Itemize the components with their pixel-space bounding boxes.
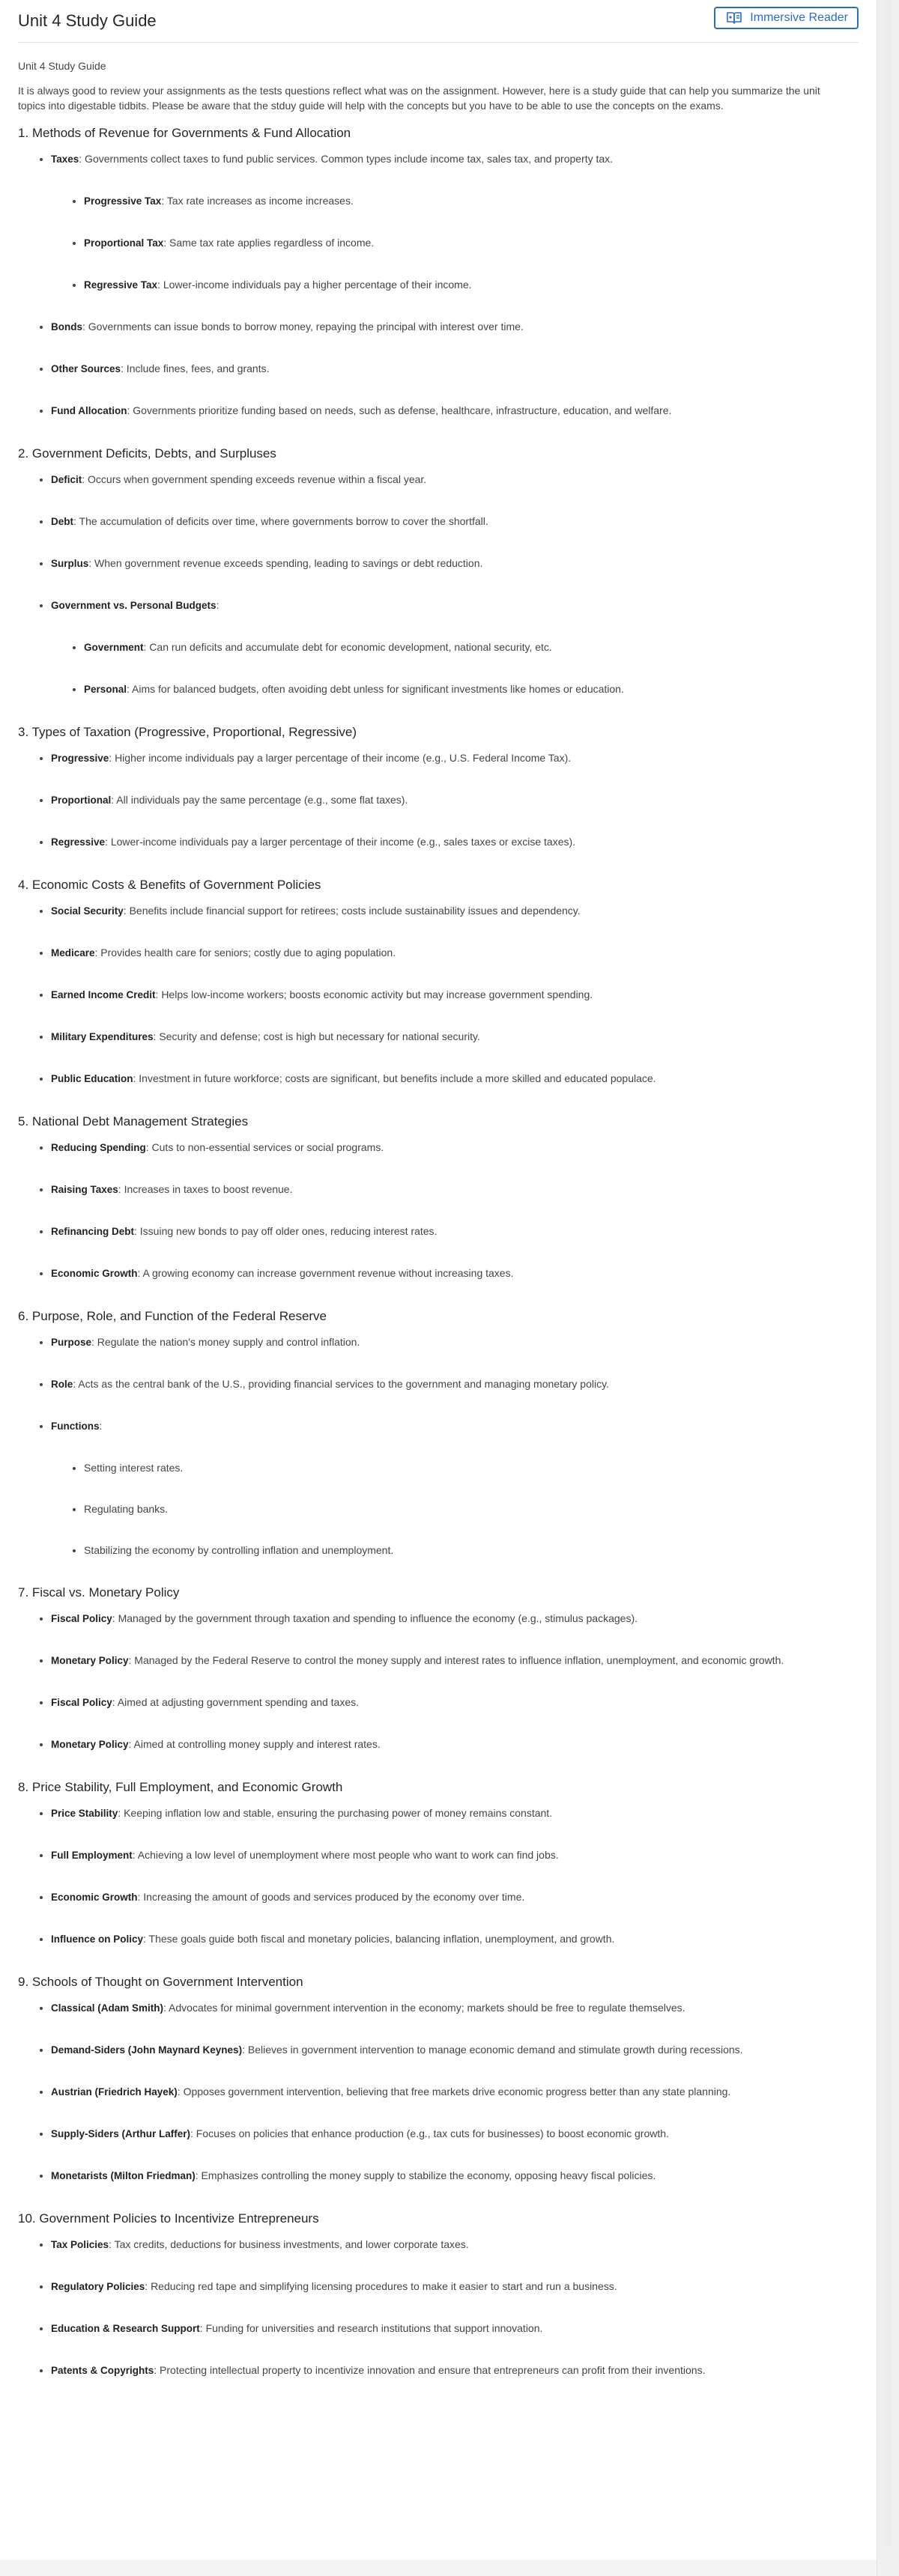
- term-label: Purpose: [51, 1337, 92, 1348]
- item-text: : Investment in future workforce; costs are significant, but benefits include a more skilled and educated populace.: [133, 1072, 656, 1084]
- term-label: Personal: [84, 684, 127, 695]
- term-label: Monetary Policy: [51, 1655, 129, 1666]
- section-list: [18, 1611, 859, 1752]
- section-heading: 3. Types of Taxation (Progressive, Proportional, Regressive): [18, 725, 357, 739]
- term-label: Functions: [51, 1421, 100, 1432]
- list-item: [51, 598, 859, 696]
- list-item: [51, 152, 859, 292]
- item-text: : Focuses on policies that enhance production (e.g., tax cuts for businesses) to boost economic growth.: [190, 2127, 669, 2139]
- term-label: Progressive: [51, 753, 109, 764]
- term-label: Proportional: [51, 795, 112, 806]
- item-text: :: [99, 1420, 103, 1432]
- item-text: : Managed by the Federal Reserve to control the money supply and interest rates to influence inflation, unemployment, and economic growth.: [128, 1654, 784, 1666]
- immersive-reader-button[interactable]: [714, 7, 859, 29]
- section-heading: 9. Schools of Thought on Government Intervention: [18, 1975, 303, 1989]
- item-text: : Aims for balanced budgets, often avoiding debt unless for significant investments like homes or education.: [127, 683, 624, 695]
- section-list: [18, 751, 859, 849]
- term-label: Medicare: [51, 947, 95, 959]
- list-item: [51, 1072, 859, 1086]
- term-label: Austrian (Friedrich Hayek): [51, 2086, 178, 2097]
- item-text: : Security and defense; cost is high but necessary for national security.: [153, 1030, 480, 1042]
- list-item: [51, 1611, 859, 1626]
- list-item: [51, 835, 859, 849]
- term-label: Social Security: [51, 905, 124, 917]
- term-label: Bonds: [51, 321, 82, 332]
- item-text: : These goals guide both fiscal and monetary policies, balancing inflation, unemployment, and growth.: [143, 1933, 615, 1945]
- list-item: [51, 2279, 859, 2294]
- term-label: Monetary Policy: [51, 1739, 129, 1750]
- term-label: Demand-Siders (John Maynard Keynes): [51, 2044, 243, 2056]
- sub-list-item: [84, 640, 859, 654]
- term-label: Public Education: [51, 1073, 133, 1084]
- list-item: [51, 473, 859, 487]
- item-text: : When government revenue exceeds spending, leading to savings or debt reduction.: [88, 557, 483, 569]
- list-item: [51, 2001, 859, 2015]
- list-item: [51, 1335, 859, 1349]
- section-list: [18, 2001, 859, 2183]
- item-text: : All individuals pay the same percentage (e.g., some flat taxes).: [111, 794, 408, 806]
- sub-list: [51, 194, 859, 292]
- sub-list-item: [84, 1502, 859, 1516]
- term-label: Debt: [51, 516, 73, 527]
- term-label: Price Stability: [51, 1808, 118, 1819]
- term-label: Deficit: [51, 474, 82, 485]
- item-text: : Governments collect taxes to fund public services. Common types include income tax, sales tax, and property tax.: [79, 153, 614, 165]
- section-heading: 10. Government Policies to Incentivize Entrepreneurs: [18, 2211, 319, 2226]
- term-label: Tax Policies: [51, 2239, 109, 2250]
- term-label: Influence on Policy: [51, 1933, 144, 1945]
- term-label: Classical (Adam Smith): [51, 2002, 164, 2014]
- item-text: : Tax rate increases as income increases.: [161, 195, 354, 207]
- section-heading: 8. Price Stability, Full Employment, and Economic Growth: [18, 1780, 343, 1794]
- term-label: Earned Income Credit: [51, 989, 156, 1000]
- item-text: :: [216, 599, 220, 611]
- immersive-reader-icon: [726, 11, 742, 25]
- item-text: : The accumulation of deficits over time, where governments borrow to cover the shortfall.: [73, 515, 488, 527]
- sub-list-item: [84, 278, 859, 292]
- list-item: [51, 1419, 859, 1557]
- item-text: : Include fines, fees, and grants.: [121, 362, 270, 374]
- list-item: [51, 320, 859, 334]
- section-heading: 6. Purpose, Role, and Function of the Federal Reserve: [18, 1309, 327, 1323]
- item-text: : Opposes government intervention, believing that free markets drive economic progress better than any state planning.: [177, 2086, 731, 2097]
- term-label: Economic Growth: [51, 1892, 138, 1903]
- term-label: Raising Taxes: [51, 1184, 118, 1195]
- section-heading: 7. Fiscal vs. Monetary Policy: [18, 1585, 180, 1600]
- term-label: Fiscal Policy: [51, 1613, 112, 1624]
- item-text: : Acts as the central bank of the U.S., providing financial services to the government and managing monetary policy.: [73, 1378, 609, 1390]
- item-text: : Advocates for minimal government intervention in the economy; markets should be free to regulate themselves.: [163, 2002, 685, 2014]
- term-label: Proportional Tax: [84, 237, 164, 249]
- list-item: [51, 1140, 859, 1155]
- term-label: Supply-Siders (Arthur Laffer): [51, 2128, 191, 2139]
- item-text: : Reducing red tape and simplifying licensing procedures to make it easier to start and run a business.: [145, 2280, 617, 2292]
- term-label: Monetarists (Milton Friedman): [51, 2170, 196, 2181]
- list-item: [51, 1653, 859, 1668]
- list-item: [51, 2363, 859, 2378]
- list-item: [51, 1377, 859, 1391]
- term-label: Government vs. Personal Budgets: [51, 600, 217, 611]
- term-label: Regressive: [51, 836, 106, 848]
- term-label: Reducing Spending: [51, 1142, 146, 1153]
- term-label: Government: [84, 642, 144, 653]
- list-item: [51, 2238, 859, 2252]
- item-text: : Helps low-income workers; boosts economic activity but may increase government spending.: [155, 988, 593, 1000]
- item-text: : Funding for universities and research institutions that support innovation.: [199, 2322, 543, 2334]
- sub-list-item: [84, 1543, 859, 1557]
- document-subtitle: Unit 4 Study Guide: [18, 60, 106, 72]
- item-text: : Occurs when government spending exceeds revenue within a fiscal year.: [82, 473, 427, 485]
- term-label: Other Sources: [51, 363, 121, 374]
- list-item: [51, 1224, 859, 1239]
- section-list: [18, 904, 859, 1086]
- list-item: [51, 556, 859, 571]
- item-text: : Governments prioritize funding based on needs, such as defense, healthcare, infrastructure, education, and welfare.: [127, 404, 672, 416]
- term-label: Taxes: [51, 154, 79, 165]
- list-item: [51, 1266, 859, 1281]
- list-item: [51, 404, 859, 418]
- section-heading: 4. Economic Costs & Benefits of Government Policies: [18, 878, 321, 892]
- section-list: [18, 2238, 859, 2378]
- list-item: [51, 1890, 859, 1904]
- section-heading: 2. Government Deficits, Debts, and Surpluses: [18, 446, 276, 461]
- term-label: Education & Research Support: [51, 2323, 200, 2334]
- item-text: : Lower-income individuals pay a larger percentage of their income (e.g., sales taxes or excise taxes).: [105, 836, 576, 848]
- term-label: Fiscal Policy: [51, 1697, 112, 1708]
- list-item: [51, 946, 859, 960]
- page-title: Unit 4 Study Guide: [18, 11, 157, 30]
- term-label: Regulatory Policies: [51, 2281, 145, 2292]
- list-item: [51, 1848, 859, 1862]
- sub-list-item: [84, 1461, 859, 1474]
- sub-list-item: [84, 194, 859, 208]
- list-item: [51, 793, 859, 807]
- item-text: : Increasing the amount of goods and services produced by the economy over time.: [137, 1891, 525, 1903]
- list-item: [51, 2043, 859, 2057]
- item-text: : Regulate the nation's money supply and control inflation.: [91, 1336, 360, 1348]
- term-label: Full Employment: [51, 1850, 133, 1861]
- scrollbar-thumb[interactable]: [884, 0, 892, 2546]
- section-heading: 1. Methods of Revenue for Governments & Fund Allocation: [18, 126, 351, 140]
- item-text: : Achieving a low level of unemployment where most people who want to work can find jobs.: [132, 1849, 559, 1861]
- item-text: : Provides health care for seniors; costly due to aging population.: [94, 947, 396, 959]
- term-label: Economic Growth: [51, 1268, 138, 1279]
- section-list: [18, 473, 859, 696]
- list-item: [51, 2169, 859, 2183]
- section-list: [18, 1140, 859, 1281]
- list-item: [51, 1932, 859, 1946]
- term-label: Surplus: [51, 558, 89, 569]
- list-item: [51, 2085, 859, 2099]
- item-text: : Cuts to non-essential services or social programs.: [145, 1141, 384, 1153]
- term-label: Military Expenditures: [51, 1031, 154, 1042]
- item-text: : Lower-income individuals pay a higher percentage of their income.: [157, 279, 472, 291]
- item-text: : Governments can issue bonds to borrow money, repaying the principal with interest over time.: [82, 321, 524, 332]
- immersive-reader-label: Immersive Reader: [750, 11, 848, 24]
- item-text: : Aimed at adjusting government spending and taxes.: [112, 1696, 360, 1708]
- list-item: [51, 2321, 859, 2336]
- item-text: : Protecting intellectual property to incentivize innovation and ensure that entrepreneurs can profit from their inventions.: [154, 2364, 706, 2376]
- item-text: : Keeping inflation low and stable, ensuring the purchasing power of money remains constant.: [118, 1807, 553, 1819]
- page-header: [18, 0, 859, 43]
- item-text: Setting interest rates.: [84, 1462, 184, 1474]
- study-guide-sections: [18, 125, 859, 2378]
- item-text: : Higher income individuals pay a larger percentage of their income (e.g., U.S. Federal Income Tax).: [109, 752, 572, 764]
- list-item: [51, 1695, 859, 1710]
- item-text: : A growing economy can increase government revenue without increasing taxes.: [137, 1267, 514, 1279]
- sub-list: [51, 1461, 859, 1557]
- item-text: Stabilizing the economy by controlling inflation and unemployment.: [84, 1544, 394, 1556]
- list-item: [51, 2127, 859, 2141]
- item-text: : Tax credits, deductions for business investments, and lower corporate taxes.: [109, 2238, 469, 2250]
- sub-list-item: [84, 682, 859, 696]
- list-item: [51, 904, 859, 918]
- section-heading: 5. National Debt Management Strategies: [18, 1114, 249, 1128]
- item-text: : Managed by the government through taxation and spending to influence the economy (e.g., stimulus packages).: [112, 1612, 638, 1624]
- sub-list: [51, 640, 859, 696]
- term-label: Progressive Tax: [84, 195, 162, 207]
- list-item: [51, 1182, 859, 1197]
- item-text: : Believes in government intervention to manage economic demand and stimulate growth during recessions.: [242, 2044, 743, 2056]
- section-list: [18, 152, 859, 418]
- section-list: [18, 1806, 859, 1946]
- term-label: Patents & Copyrights: [51, 2365, 154, 2376]
- section-list: [18, 1335, 859, 1557]
- document-intro: It is always good to review your assignments as the tests questions reflect what was on the assignment. However, here is a study guide that can help you summarize the unit topics into digestable tidbits. Please be aware that the stduy guide will help with the concepts but you have to be able to use the concepts on the exams.: [18, 85, 820, 112]
- item-text: : Aimed at controlling money supply and interest rates.: [128, 1738, 381, 1750]
- list-item: [51, 988, 859, 1002]
- item-text: : Benefits include financial support for retirees; costs include sustainability issues and dependency.: [123, 905, 581, 917]
- term-label: Fund Allocation: [51, 405, 127, 416]
- term-label: Regressive Tax: [84, 279, 158, 291]
- item-text: : Same tax rate applies regardless of income.: [163, 237, 375, 249]
- list-item: [51, 514, 859, 529]
- term-label: Role: [51, 1379, 73, 1390]
- item-text: Regulating banks.: [84, 1503, 169, 1515]
- item-text: : Increases in taxes to boost revenue.: [118, 1183, 293, 1195]
- list-item: [51, 1030, 859, 1044]
- term-label: Refinancing Debt: [51, 1226, 135, 1237]
- item-text: : Issuing new bonds to pay off older ones, reducing interest rates.: [134, 1225, 438, 1237]
- sub-list-item: [84, 236, 859, 250]
- item-text: : Can run deficits and accumulate debt for economic development, national security, etc.: [143, 641, 552, 653]
- list-item: [51, 1737, 859, 1752]
- list-item: [51, 751, 859, 765]
- list-item: [51, 362, 859, 376]
- list-item: [51, 1806, 859, 1820]
- item-text: : Emphasizes controlling the money supply to stabilize the economy, opposing heavy fiscal policies.: [195, 2169, 656, 2181]
